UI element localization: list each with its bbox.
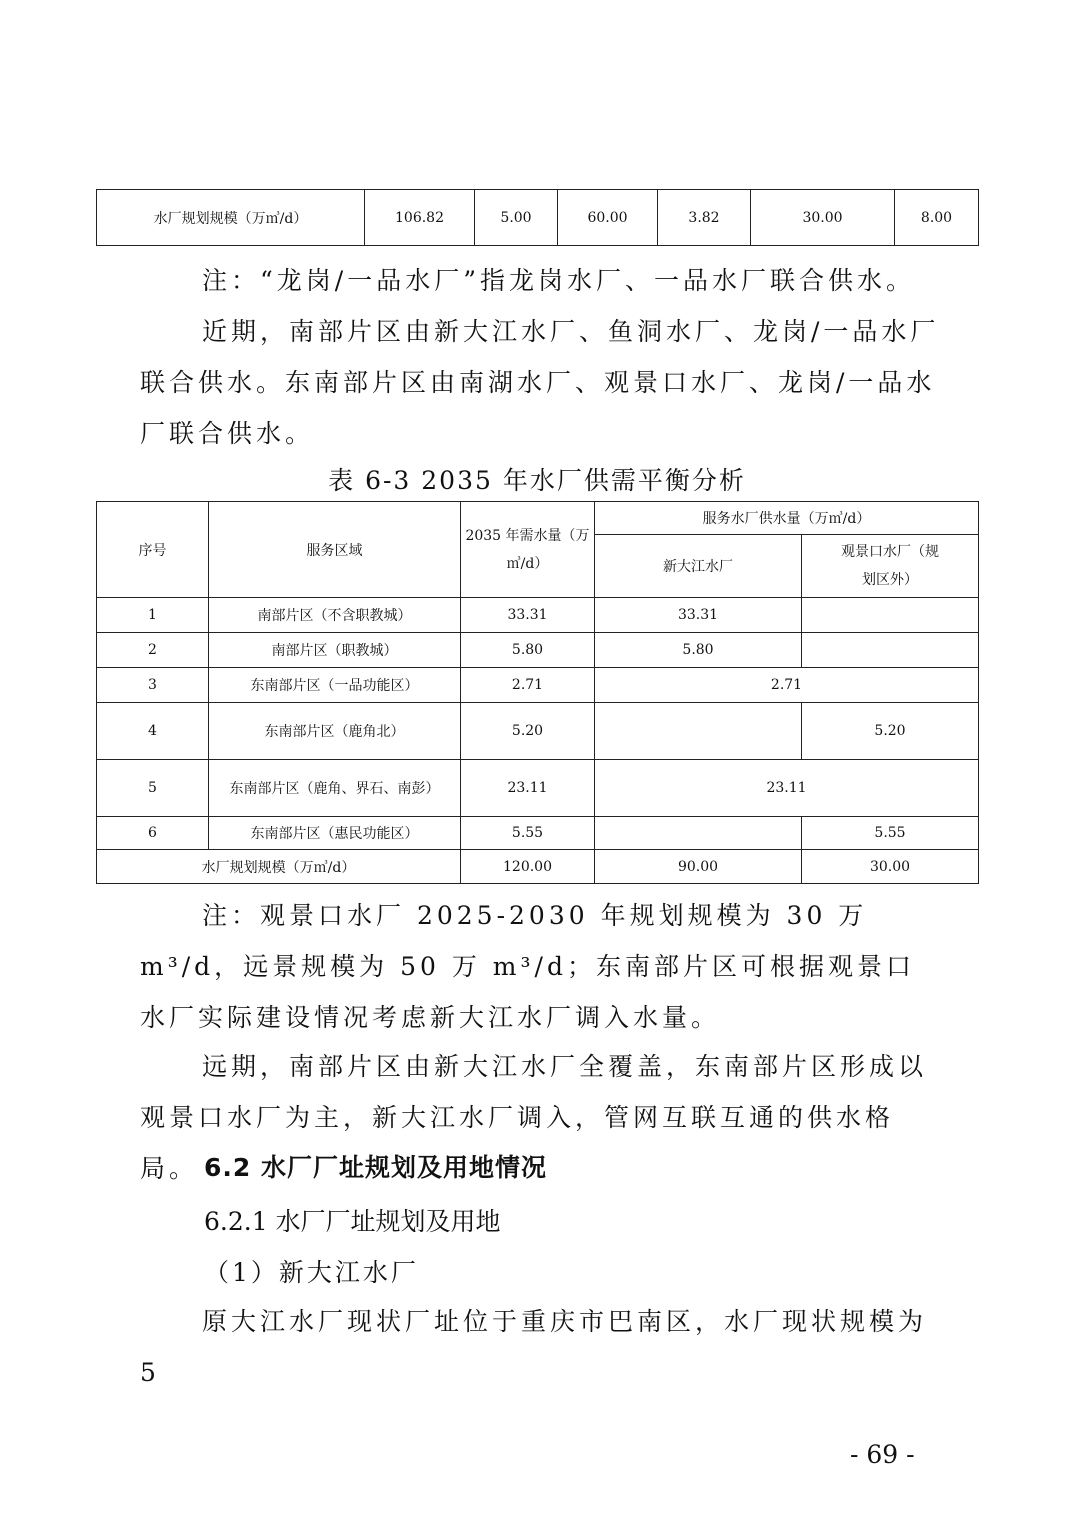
cell-total-label: 水厂规划规模（万㎥/d） xyxy=(97,850,461,884)
table-supply-demand-2035 xyxy=(96,501,979,884)
header-plant-guanjingkou xyxy=(802,535,979,598)
cell-area: 东南部片区（鹿角、界石、南彭） xyxy=(209,760,461,817)
cell-area: 东南部片区（鹿角北） xyxy=(209,703,461,760)
header-supply: 服务水厂供水量（万㎥/d） xyxy=(595,502,979,535)
note-1: 注：“龙岗/一品水厂”指龙岗水厂、一品水厂联合供水。 xyxy=(202,266,915,295)
cell-demand: 33.31 xyxy=(461,598,595,633)
page-number: - 69 - xyxy=(850,1440,915,1469)
table-caption: 表 6-3 2035 年水厂供需平衡分析 xyxy=(328,466,746,495)
table-row xyxy=(97,817,979,850)
table-row xyxy=(97,668,979,703)
section-heading: 6.2 水厂厂址规划及用地情况 xyxy=(204,1153,547,1182)
cell-demand: 5.80 xyxy=(461,633,595,668)
cell-demand: 5.20 xyxy=(461,703,595,760)
cell-plant2 xyxy=(802,633,979,668)
cell-demand: 23.11 xyxy=(461,760,595,817)
cell-seq: 4 xyxy=(97,703,209,760)
header-plant-xindajiang: 新大江水厂 xyxy=(595,535,802,598)
cell-total-demand: 120.00 xyxy=(461,850,595,884)
table-row xyxy=(97,760,979,817)
cell-area: 东南部片区（惠民功能区） xyxy=(209,817,461,850)
cell-area: 南部片区（职教城） xyxy=(209,633,461,668)
paragraph-plant-site: 原大江水厂现状厂址位于重庆市巴南区，水厂现状规模为 5 xyxy=(140,1307,928,1387)
header-area: 服务区域 xyxy=(209,502,461,598)
cell-seq: 3 xyxy=(97,668,209,703)
note-2: 注：观景口水厂 2025-2030 年规划规模为 30 万 m³/d，远景规模为 50 万 m³/d；东南部片区可根据观景口水厂实际建设情况考虑新大江水厂调入水量。 xyxy=(140,901,915,1032)
cell-seq: 5 xyxy=(97,760,209,817)
cell-plant2: 5.55 xyxy=(802,817,979,850)
table-cell: 5.00 xyxy=(475,190,558,246)
cell-merged-supply: 2.71 xyxy=(595,668,979,703)
cell-plant1 xyxy=(595,703,802,760)
header-seq: 序号 xyxy=(97,502,209,598)
cell-area: 东南部片区（一品功能区） xyxy=(209,668,461,703)
table-cell: 30.00 xyxy=(751,190,895,246)
cell-area: 南部片区（不含职教城） xyxy=(209,598,461,633)
cell-plant1: 5.80 xyxy=(595,633,802,668)
cell-seq: 1 xyxy=(97,598,209,633)
table-cell: 8.00 xyxy=(895,190,979,246)
table-row xyxy=(97,703,979,760)
cell-total-plant2: 30.00 xyxy=(802,850,979,884)
subsection-heading: 6.2.1 水厂厂址规划及用地 xyxy=(204,1207,501,1236)
cell-demand: 2.71 xyxy=(461,668,595,703)
table-cell: 水厂规划规模（万㎥/d） xyxy=(97,190,365,246)
table-plant-scale-top xyxy=(96,189,979,246)
table-cell: 106.82 xyxy=(365,190,475,246)
cell-seq: 6 xyxy=(97,817,209,850)
paragraph-long-term: 远期，南部片区由新大江水厂全覆盖，东南部片区形成以观景口水厂为主，新大江水厂调入，管网互联互通的供水格局。 xyxy=(140,1052,928,1183)
table-header-row xyxy=(97,502,979,535)
header-demand: 2035 年需水量（万㎥/d） xyxy=(461,502,595,598)
cell-total-plant1: 90.00 xyxy=(595,850,802,884)
table-cell: 3.82 xyxy=(658,190,751,246)
cell-plant2 xyxy=(802,598,979,633)
table-cell: 60.00 xyxy=(558,190,658,246)
paragraph-near-term: 近期，南部片区由新大江水厂、鱼洞水厂、龙岗/一品水厂联合供水。东南部片区由南湖水厂、观景口水厂、龙岗/一品水厂联合供水。 xyxy=(140,317,940,448)
table-total-row xyxy=(97,850,979,884)
cell-plant2: 5.20 xyxy=(802,703,979,760)
cell-seq: 2 xyxy=(97,633,209,668)
cell-plant1: 33.31 xyxy=(595,598,802,633)
table-row xyxy=(97,190,979,246)
item-heading: （1）新大江水厂 xyxy=(204,1258,419,1287)
header-plant-guanjingkou-label: 观景口水厂（规划区外） xyxy=(841,544,939,588)
table-row xyxy=(97,633,979,668)
cell-demand: 5.55 xyxy=(461,817,595,850)
cell-merged-supply: 23.11 xyxy=(595,760,979,817)
table-row xyxy=(97,598,979,633)
cell-plant1 xyxy=(595,817,802,850)
